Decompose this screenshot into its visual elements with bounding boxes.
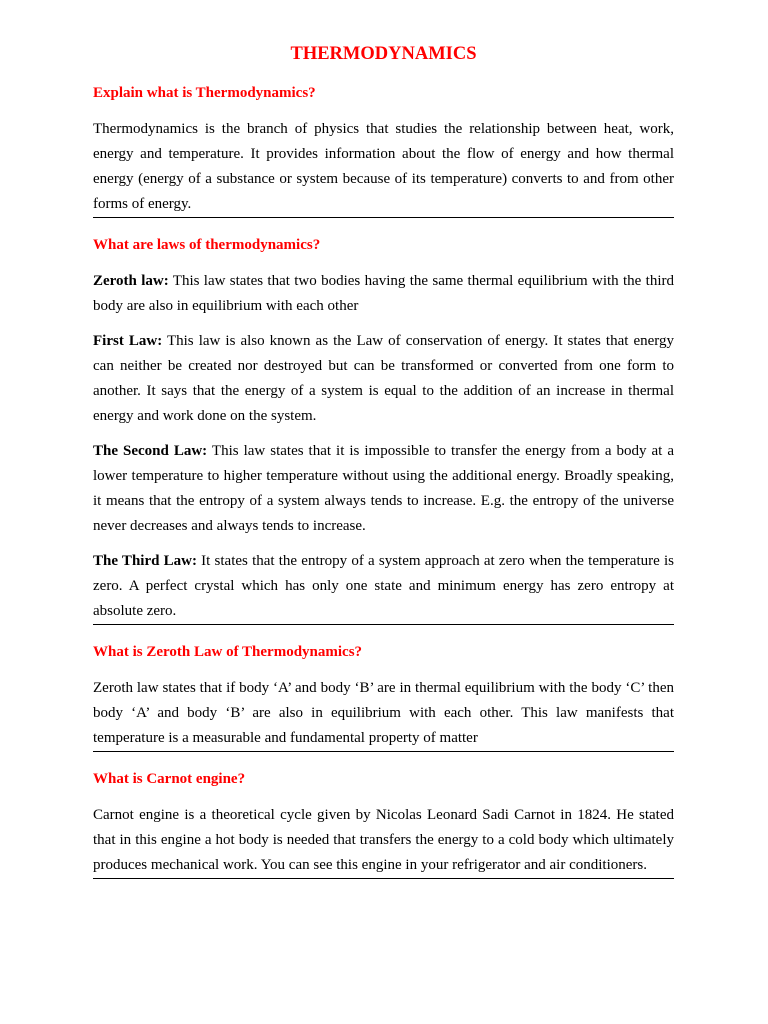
paragraph-first-law: First Law: This law is also known as the Law of conservation of energy. It states that energy can neither be created nor destroyed but can be transformed or converted from one form to another. It says that the energy of a system is equal to the addition of an increase in thermal energy and work done on the system. [93, 333, 674, 424]
paragraph-third-law: The Third Law: It states that the entropy of a system approach at zero when the temperature is zero. A perfect crystal which has only one state and minimum energy has zero entropy at absolute zero. [93, 553, 674, 619]
section-heading: Explain what is Thermodynamics? [93, 85, 316, 101]
paragraph-zeroth-law: Zeroth law: This law states that two bodies having the same thermal equilibrium with the third body are also in equilibrium with each other [93, 273, 674, 314]
section-what-is-thermodynamics [93, 83, 674, 218]
paragraph: Carnot engine is a theoretical cycle given by Nicolas Leonard Sadi Carnot in 1824. He stated that in this engine a hot body is needed that transfers the energy to a cold body which ultimately produces mechanical work. You can see this engine in your refrigerator and air conditioners. [93, 807, 674, 873]
section-laws-of-thermodynamics [93, 235, 674, 625]
section-carnot-engine [93, 769, 674, 879]
section-heading: What is Carnot engine? [93, 771, 246, 787]
paragraph-second-law: The Second Law: This law states that it is impossible to transfer the energy from a body at a lower temperature to higher temperature without using the additional energy. Broadly speaking, it means that the entropy of a system always tends to increase. E.g. the entropy of the universe never decreases and always tends to increase. [93, 443, 674, 534]
document-content [93, 42, 674, 896]
term-label: The Second Law: [93, 443, 208, 459]
paragraph: Thermodynamics is the branch of physics that studies the relationship between heat, work, energy and temperature. It provides information about the flow of energy and how thermal energy (energy of a substance or system because of its temperature) converts to and from other forms of energy. [93, 121, 674, 212]
section-zeroth-law [93, 642, 674, 752]
section-heading: What are laws of thermodynamics? [93, 237, 321, 253]
paragraph: Zeroth law states that if body ‘A’ and body ‘B’ are in thermal equilibrium with the body ‘C’ then body ‘A’ and body ‘B’ are also in equilibrium with each other. This law manifests that temperature is a measurable and fundamental property of matter [93, 680, 674, 746]
term-label: Zeroth law: [93, 273, 169, 289]
page-title: THERMODYNAMICS [290, 44, 477, 64]
term-label: First Law: [93, 333, 163, 349]
term-label: The Third Law: [93, 553, 197, 569]
section-heading: What is Zeroth Law of Thermodynamics? [93, 644, 363, 660]
